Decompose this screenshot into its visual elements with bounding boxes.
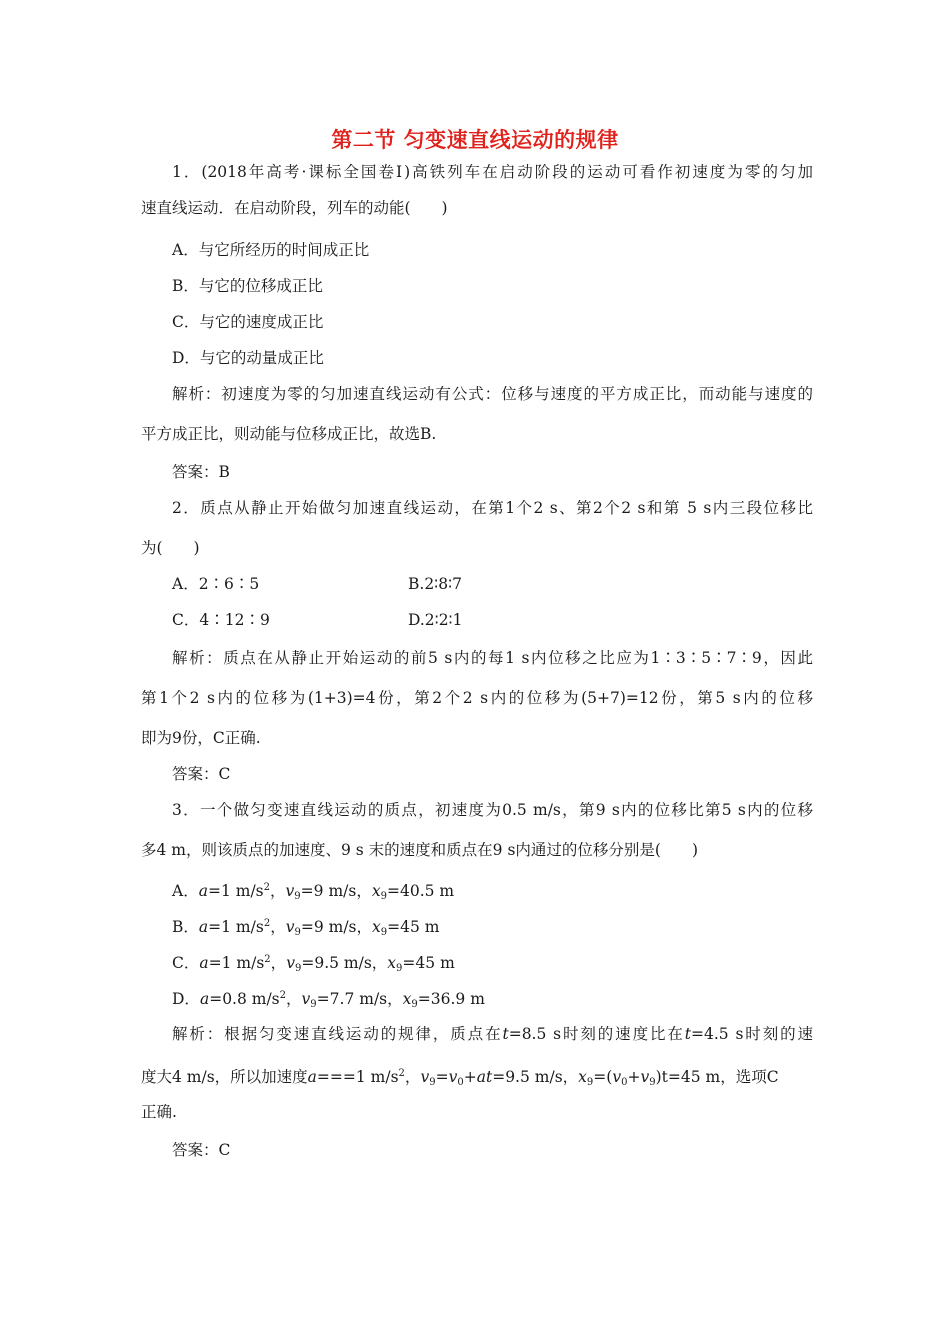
q1-explanation-line1: 解析：初速度为零的匀加速直线运动有公式：位移与速度的平方成正比，而动能与速度的	[172, 385, 813, 403]
q2-option-d: D.2∶2∶1	[408, 611, 463, 629]
q2-stem-line1: 2．质点从静止开始做匀加速直线运动，在第1个2 s、第2个2 s和第 5 s内三段位移比	[172, 499, 813, 517]
q3-stem-line2: 多4 m，则该质点的加速度、9 s 末的速度和质点在9 s内通过的位移分别是( )	[141, 841, 698, 859]
q2-option-a: A．2∶6∶5	[172, 575, 260, 593]
q3-stem-line1: 3．一个做匀变速直线运动的质点，初速度为0.5 m/s，第9 s内的位移比第5 s内的位移	[172, 801, 813, 819]
q2-explanation-line2: 第1个2 s内的位移为(1+3)=4份，第2个2 s内的位移为(5+7)=12份，第5 s内的位移	[141, 689, 813, 707]
q1-stem-line2: 速直线运动．在启动阶段，列车的动能( )	[141, 199, 448, 217]
q1-stem-line1: 1．(2018年高考·课标全国卷Ⅰ)高铁列车在启动阶段的运动可看作初速度为零的匀加	[172, 163, 813, 181]
q1-explanation-line2: 平方成正比，则动能与位移成正比，故选B.	[141, 425, 437, 443]
q3-option-c: C．a=1 $m/s^2$，$v_9=9.5$ m/s，$x_9=45$ m	[172, 954, 455, 974]
page-title: 第二节 匀变速直线运动的规律	[331, 128, 619, 152]
q2-option-c: C．4∶12∶9	[172, 611, 270, 629]
q3-option-b: B．a=1 $m/s^2$，$v_9=9$ m/s，$x_9=45$ m	[172, 918, 440, 938]
q3-explanation-line2: 度大4 m/s，所以加速度a===1 $m/s^2$，$v_9=v_0+at=9.5$ m/s，$x_9=(v_0+v_9)t=45$ m，选项C	[141, 1068, 779, 1088]
q3-option-a: A．a=1 $m/s^2$，$v_9=9$ m/s，$x_9=40.5$ m	[172, 882, 455, 902]
q3-answer: 答案：C	[172, 1141, 231, 1159]
q1-option-d: D．与它的动量成正比	[172, 349, 324, 367]
q1-option-b: B．与它的位移成正比	[172, 277, 323, 295]
q2-explanation-line1: 解析：质点在从静止开始运动的前5 s内的每1 s内位移之比应为1∶3∶5∶7∶9，因此	[172, 649, 813, 667]
q2-explanation-line3: 即为9份，C正确.	[141, 729, 261, 747]
q2-answer: 答案：C	[172, 765, 231, 783]
q3-option-d: D．a=0.8 $m/s^2$，$v_9=7.7$ m/s，$x_9=36.9$ m	[172, 990, 485, 1010]
q2-option-b: B.2∶8∶7	[408, 575, 462, 593]
q1-option-c: C．与它的速度成正比	[172, 313, 324, 331]
q3-explanation-line3: 正确.	[141, 1103, 177, 1121]
q1-option-a: A．与它所经历的时间成正比	[172, 241, 370, 259]
q1-answer: 答案：B	[172, 463, 230, 481]
q2-stem-line2: 为( )	[141, 539, 200, 557]
q3-explanation-line1: 解析：根据匀变速直线运动的规律，质点在t=8.5 s时刻的速度比在t=4.5 s时刻的速	[172, 1025, 813, 1043]
